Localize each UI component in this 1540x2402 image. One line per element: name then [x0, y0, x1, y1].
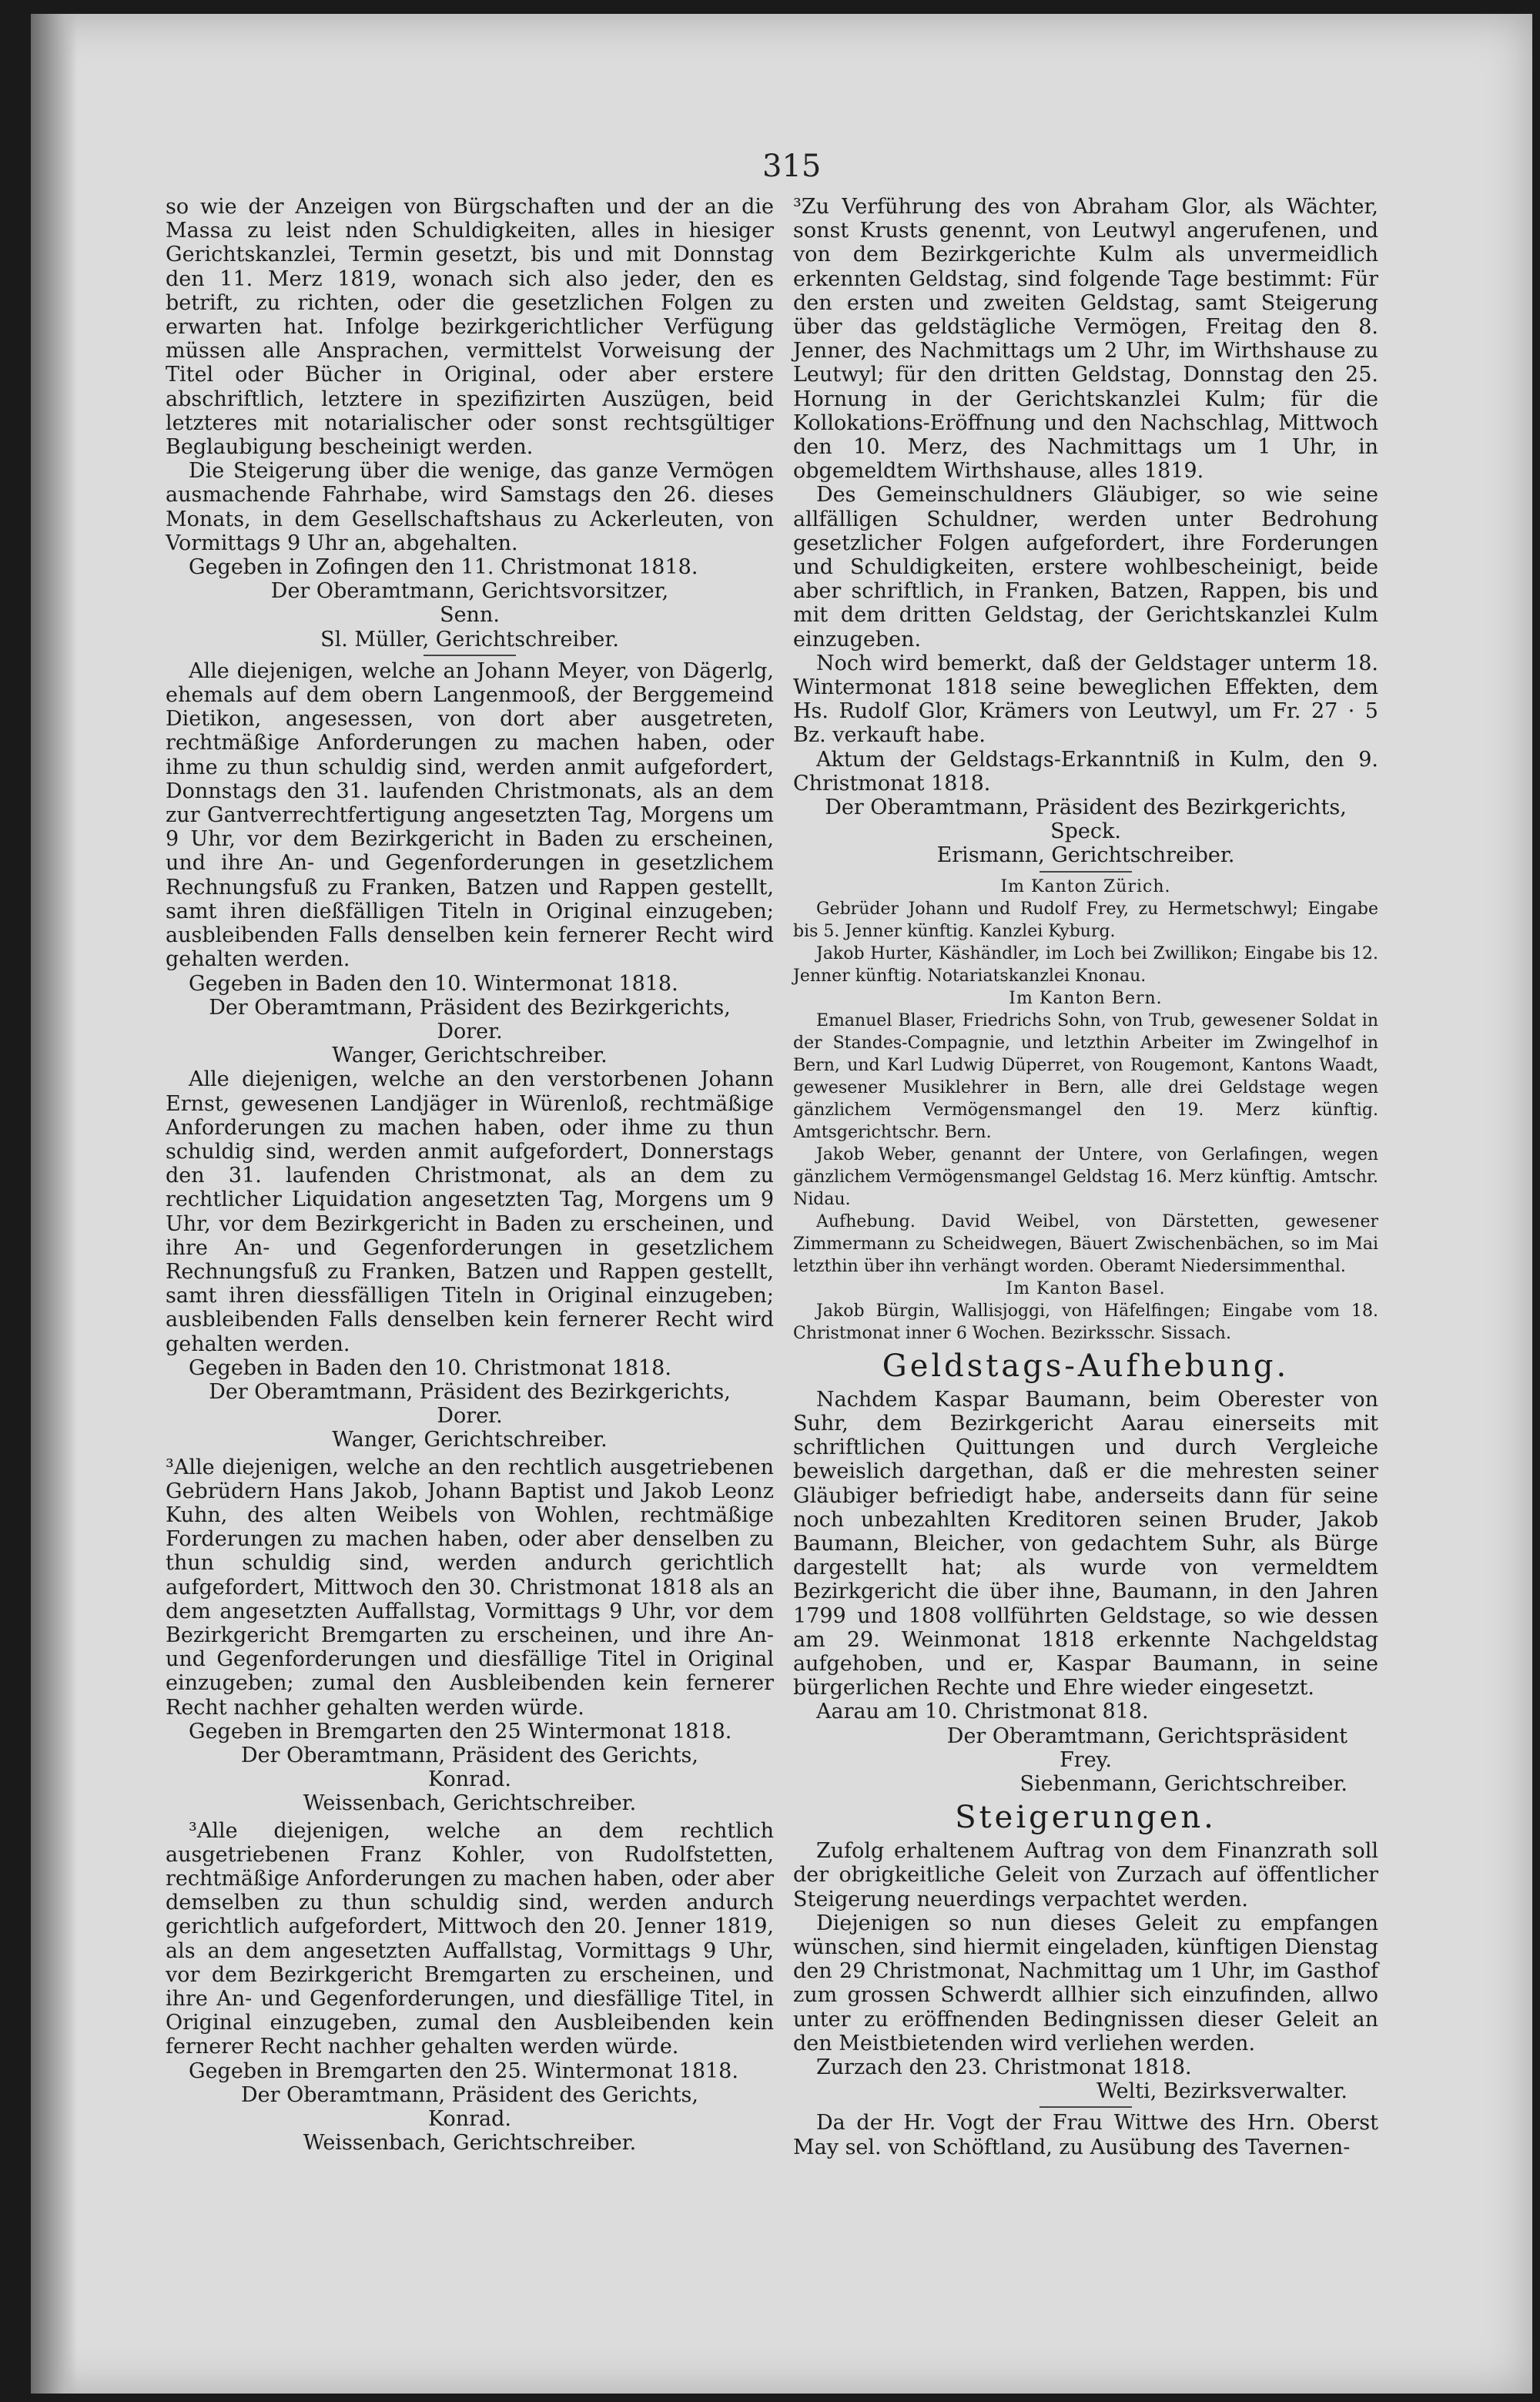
left-para-16: ³Alle diejenigen, welche an den rechtlich ausgetriebenen Gebrüdern Hans Jakob, Johann Baptist und Jakob Leonz Kuhn, des alten Weibels von Wohlen, rechtmäßige Forderungen zu machen haben, oder aber denselben zu thun schuldig sind, werden andurch gerichtlich aufgefordert, Mittwoch den 30. Christmonat 1818 als an dem angesetzten Auffallstag, Vormittags 9 Uhr, vor dem Bezirkgericht Bremgarten zu erscheinen, und ihre An- und Gegenforderungen und diesfällige Titel in Original einzugeben; zumal den Ausbleibenden kein fernerer Recht nachher gehalten werden würde.	[166, 1455, 774, 1720]
right-para-17: Nachdem Kaspar Baumann, beim Oberester von Suhr, dem Bezirkgericht Aarau einerseits mit schriftlichen Quittungen und durch Vergleiche beweislich dargethan, daß er die mehresten seiner Gläubiger befriedigt habe, anderseits dann für seine noch unbezahlten Kreditoren seinen Bruder, Jakob Baumann, Bleicher, von gedachtem Suhr, als Bürge dargestellt hat; als wurde von vermeldtem Bezirkgericht die über ihne, Baumann, in den Jahren 1799 und 1808 vollführten Geldstage, so wie dessen am 29. Weinmonat 1818 erkennte Nachgeldstag aufgehoben, und er, Kaspar Baumann, in seine bürgerlichen Rechte und Ehre wieder eingesetzt.	[793, 1387, 1378, 1700]
left-para-0: so wie der Anzeigen von Bürgschaften und der an die Massa zu leist nden Schuldigkeiten, alles in hiesiger Gerichtskanzlei, Termin gesetzt, bis und mit Donnstag den 11. Merz 1819, wonach sich also jeder, den es betrift, zu richten, oder die gesetzlichen Folgen zu erwarten hat. Infolge bezirkgerichtlicher Verfügung müssen alle Ansprachen, vermittelst Vorweisung der Titel oder Bücher in Original, oder aber erstere abschriftlich, letztere in spezifizirten Auszügen, beid letzteres mit notarialischer oder sonst rechtsgültiger Beglaubigung bescheinigt werden.	[166, 195, 774, 460]
left-para-13: Der Oberamtmann, Präsident des Bezirkgerichts,	[209, 1379, 731, 1404]
section-heading-geldstags-aufhebung: Geldstags-Aufhebung.	[882, 1348, 1290, 1384]
right-para-26: Welti, Bezirksverwalter.	[1096, 2079, 1348, 2104]
left-para-23: Der Oberamtmann, Präsident des Gerichts,	[241, 2082, 698, 2107]
left-para-12: Gegeben in Baden den 10. Christmonat 1818.	[189, 1355, 671, 1380]
left-para-25: Weissenbach, Gerichtschreiber.	[303, 2131, 637, 2156]
left-para-5: Sl. Müller, Gerichtschreiber.	[320, 627, 619, 652]
left-para-7: Gegeben in Baden den 10. Wintermonat 1818.	[189, 971, 678, 996]
left-para-22: Gegeben in Bremgarten den 25. Wintermonat 1818.	[189, 2059, 738, 2083]
left-para-2: Gegeben in Zofingen den 11. Christmonat 1818.	[189, 555, 698, 580]
right-para-4: Der Oberamtmann, Präsident des Bezirkgerichts,	[825, 796, 1347, 820]
right-para-3: Aktum der Geldstags-Erkanntniß in Kulm, den 9. Christmonat 1818.	[793, 747, 1378, 796]
right-para-20: Frey.	[1060, 1747, 1112, 1772]
page-number: 315	[762, 149, 822, 184]
left-para-4: Senn.	[440, 603, 500, 628]
left-para-20: Weissenbach, Gerichtschreiber.	[303, 1791, 637, 1816]
right-para-27: Da der Hr. Vogt der Frau Wittwe des Hrn. Oberst May sel. von Schöftland, zu Ausübung des Tavernen-	[793, 2111, 1378, 2159]
left-para-15: Wanger, Gerichtschreiber.	[332, 1428, 608, 1452]
right-para-5: Speck.	[1050, 819, 1121, 844]
right-para-8: Gebrüder Johann und Rudolf Frey, zu Hermetschwyl; Eingabe bis 5. Jenner künftig. Kanzlei Kyburg.	[793, 899, 1378, 941]
canton-heading-bern: Im Kanton Bern.	[1009, 988, 1163, 1008]
left-para-1: Die Steigerung über die wenige, das ganze Vermögen ausmachende Fahrhabe, wird Samstags den 26. dieses Monats, in dem Gesellschaftshaus zu Ackerleuten, von Vormittags 9 Uhr an, abgehalten.	[166, 459, 774, 555]
right-para-11: Emanuel Blaser, Friedrichs Sohn, von Trub, gewesener Soldat in der Standes-Compagnie, und letzthin Arbeiter im Zwingelhof in Bern, und Karl Ludwig Düperret, von Rougemont, Kantons Waadt, gewesener Musiklehrer in Bern, alle drei Geldstage wegen gänzlichem Vermögensmangel den 19. Merz künftig. Amtsgerichtschr. Bern.	[793, 1010, 1378, 1142]
right-para-1: Des Gemeinschuldners Gläubiger, so wie seine allfälligen Schuldner, werden unter Bedrohung gesetzlicher Folgen aufgefordert, ihre Forderungen und Schuldigkeiten, erstere wohlbescheinigt, beide aber schriftlich, in Franken, Batzen, Rappen, bis und mit dem dritten Geldstag, der Gerichtskanzlei Kulm einzugeben.	[793, 483, 1378, 652]
left-para-3: Der Oberamtmann, Gerichtsvorsitzer,	[270, 579, 669, 604]
left-para-24: Konrad.	[428, 2107, 511, 2132]
canton-heading-basel: Im Kanton Basel.	[1006, 1278, 1166, 1298]
right-column	[793, 195, 1378, 2159]
left-para-21: ³Alle diejenigen, welche an dem rechtlich ausgetriebenen Franz Kohler, von Rudolfstetten, rechtmäßige Anforderungen zu machen haben, oder aber demselben zu thun schuldig sind, werden andurch gerichtlich aufgefordert, Mittwoch den 20. Jenner 1819, als an dem angesetzten Auffallstag, Vormittags 9 Uhr, vor dem Bezirkgericht Bremgarten zu erscheinen, und ihre An- und Gegenforderungen, und diesfällige Titel, in Original einzugeben, zumal den Ausbleibenden kein fernerer Recht nachher gehalten werden würde.	[166, 1818, 774, 2059]
left-column	[166, 195, 774, 2155]
right-para-15: Jakob Bürgin, Wallisjoggi, von Häfelfingen; Eingabe vom 18. Christmonat inner 6 Wochen. Bezirksschr. Sissach.	[793, 1301, 1378, 1343]
section-heading-steigerungen: Steigerungen.	[955, 1800, 1217, 1836]
right-para-12: Jakob Weber, genannt der Untere, von Gerlafingen, wegen gänzlichem Vermögensmangel Geldstag 16. Merz künftig. Amtschr. Nidau.	[793, 1144, 1378, 1209]
right-para-2: Noch wird bemerkt, daß der Geldstager unterm 18. Wintermonat 1818 seine beweglichen Effekten, dem Hs. Rudolf Glor, Krämers von Leutwyl, um Fr. 27 · 5 Bz. verkauft habe.	[793, 651, 1378, 748]
binding-gutter	[31, 14, 77, 2394]
right-para-0: ³Zu Verführung des von Abraham Glor, als Wächter, sonst Krusts genennt, von Leutwyl angerufenen, und von dem Bezirkgerichte Kulm als unvermeidlich erkennten Geldstag, sind folgende Tage bestimmt: Für den ersten und zweiten Geldstag, samt Steigerung über das geldstägliche Vermögen, Freitag den 8. Jenner, des Nachmittags um 2 Uhr, im Wirthshause zu Leutwyl; für den dritten Geldstag, Donnstag den 25. Hornung in der Gerichtskanzlei Kulm; für die Kollokations-Eröffnung und den Nachschlag, Mittwoch den 10. Merz, des Nachmittags um 1 Uhr, in obgemeldtem Wirthshause, alles 1819.	[793, 195, 1378, 484]
left-para-18: Der Oberamtmann, Präsident des Gerichts,	[241, 1744, 698, 1767]
canton-heading-zurich: Im Kanton Zürich.	[1000, 876, 1171, 896]
divider	[424, 655, 516, 656]
right-para-13: Aufhebung. David Weibel, von Därstetten, gewesener Zimmermann zu Scheidwegen, Bäuert Zwischenbächen, so im Mai letzthin über ihn verhängt worden. Oberamt Niedersimmenthal.	[793, 1211, 1378, 1276]
right-para-19: Der Oberamtmann, Gerichtspräsident	[946, 1724, 1348, 1748]
left-para-11: Alle diejenigen, welche an den verstorbenen Johann Ernst, gewesenen Landjäger in Würenloß, rechtmäßige Anforderungen zu machen haben, oder ihme zu thun schuldig sind, werden anmit aufgefordert, Donnerstags den 31. laufenden Christmonat, als an dem zu rechtlicher Liquidation angesetzten Tag, Morgens um 9 Uhr, vor dem Bezirkgericht in Baden zu erscheinen, und ihre An- und Gegenforderungen in gesetzlichem Rechnungsfuß zu Franken, Batzen und Rappen gestellt, samt ihren diessfälligen Titeln in Original einzugeben; ausbleibenden Falls denselben kein fernerer Recht wird gehalten werden.	[166, 1067, 774, 1356]
right-para-21: Siebenmann, Gerichtschreiber.	[1019, 1771, 1348, 1796]
right-para-24: Diejenigen so nun dieses Geleit zu empfangen wünschen, sind hiermit eingeladen, künftigen Dienstag den 29 Christmonat, Nachmittag um 1 Uhr, im Gasthof zum grossen Schwerdt allhier sich einzufinden, allwo unter zu eröffnenden Bedingnissen dieser Geleit an den Meistbietenden wird verliehen werden.	[793, 1911, 1378, 2055]
right-para-9: Jakob Hurter, Käshändler, im Loch bei Zwillikon; Eingabe bis 12. Jenner künftig. Notariatskanzlei Knonau.	[793, 943, 1378, 986]
left-para-8: Der Oberamtmann, Präsident des Bezirkgerichts,	[209, 995, 731, 1020]
left-para-17: Gegeben in Bremgarten den 25 Wintermonat 1818.	[189, 1719, 732, 1744]
divider	[1040, 2106, 1132, 2108]
left-para-19: Konrad.	[428, 1767, 511, 1792]
left-para-9: Dorer.	[437, 1019, 503, 1044]
left-para-6: Alle diejenigen, welche an Johann Meyer, von Dägerlg, ehemals auf dem obern Langenmooß, der Berggemeind Dietikon, angesessen, von dort aber ausgetreten, rechtmäßige Anforderungen zu machen haben, oder ihme zu thun schuldig sind, werden anmit aufgefordert, Donnstags den 31. laufenden Christmonats, als an dem zur Gantverrechtfertigung angesetzten Tag, Morgens um 9 Uhr, vor dem Bezirkgericht in Baden zu erscheinen, und ihre An- und Gegenforderungen in gesetzlichem Rechnungsfuß zu Franken, Batzen und Rappen gestellt, samt ihren dießfälligen Titeln in Original einzugeben; ausbleibenden Falls denselben kein fernerer Recht wird gehalten werden.	[166, 658, 774, 972]
divider	[1040, 871, 1132, 873]
right-para-18: Aarau am 10. Christmonat 818.	[816, 1700, 1149, 1724]
left-para-14: Dorer.	[437, 1404, 503, 1429]
left-para-10: Wanger, Gerichtschreiber.	[332, 1044, 608, 1068]
right-para-25: Zurzach den 23. Christmonat 1818.	[816, 2055, 1192, 2079]
page	[31, 14, 1532, 2394]
right-para-23: Zufolg erhaltenem Auftrag von dem Finanzrath soll der obrigkeitliche Geleit von Zurzach auf öffentlicher Steigerung neuerdings verpachtet werden.	[793, 1839, 1378, 1911]
right-para-6: Erismann, Gerichtschreiber.	[936, 843, 1235, 868]
